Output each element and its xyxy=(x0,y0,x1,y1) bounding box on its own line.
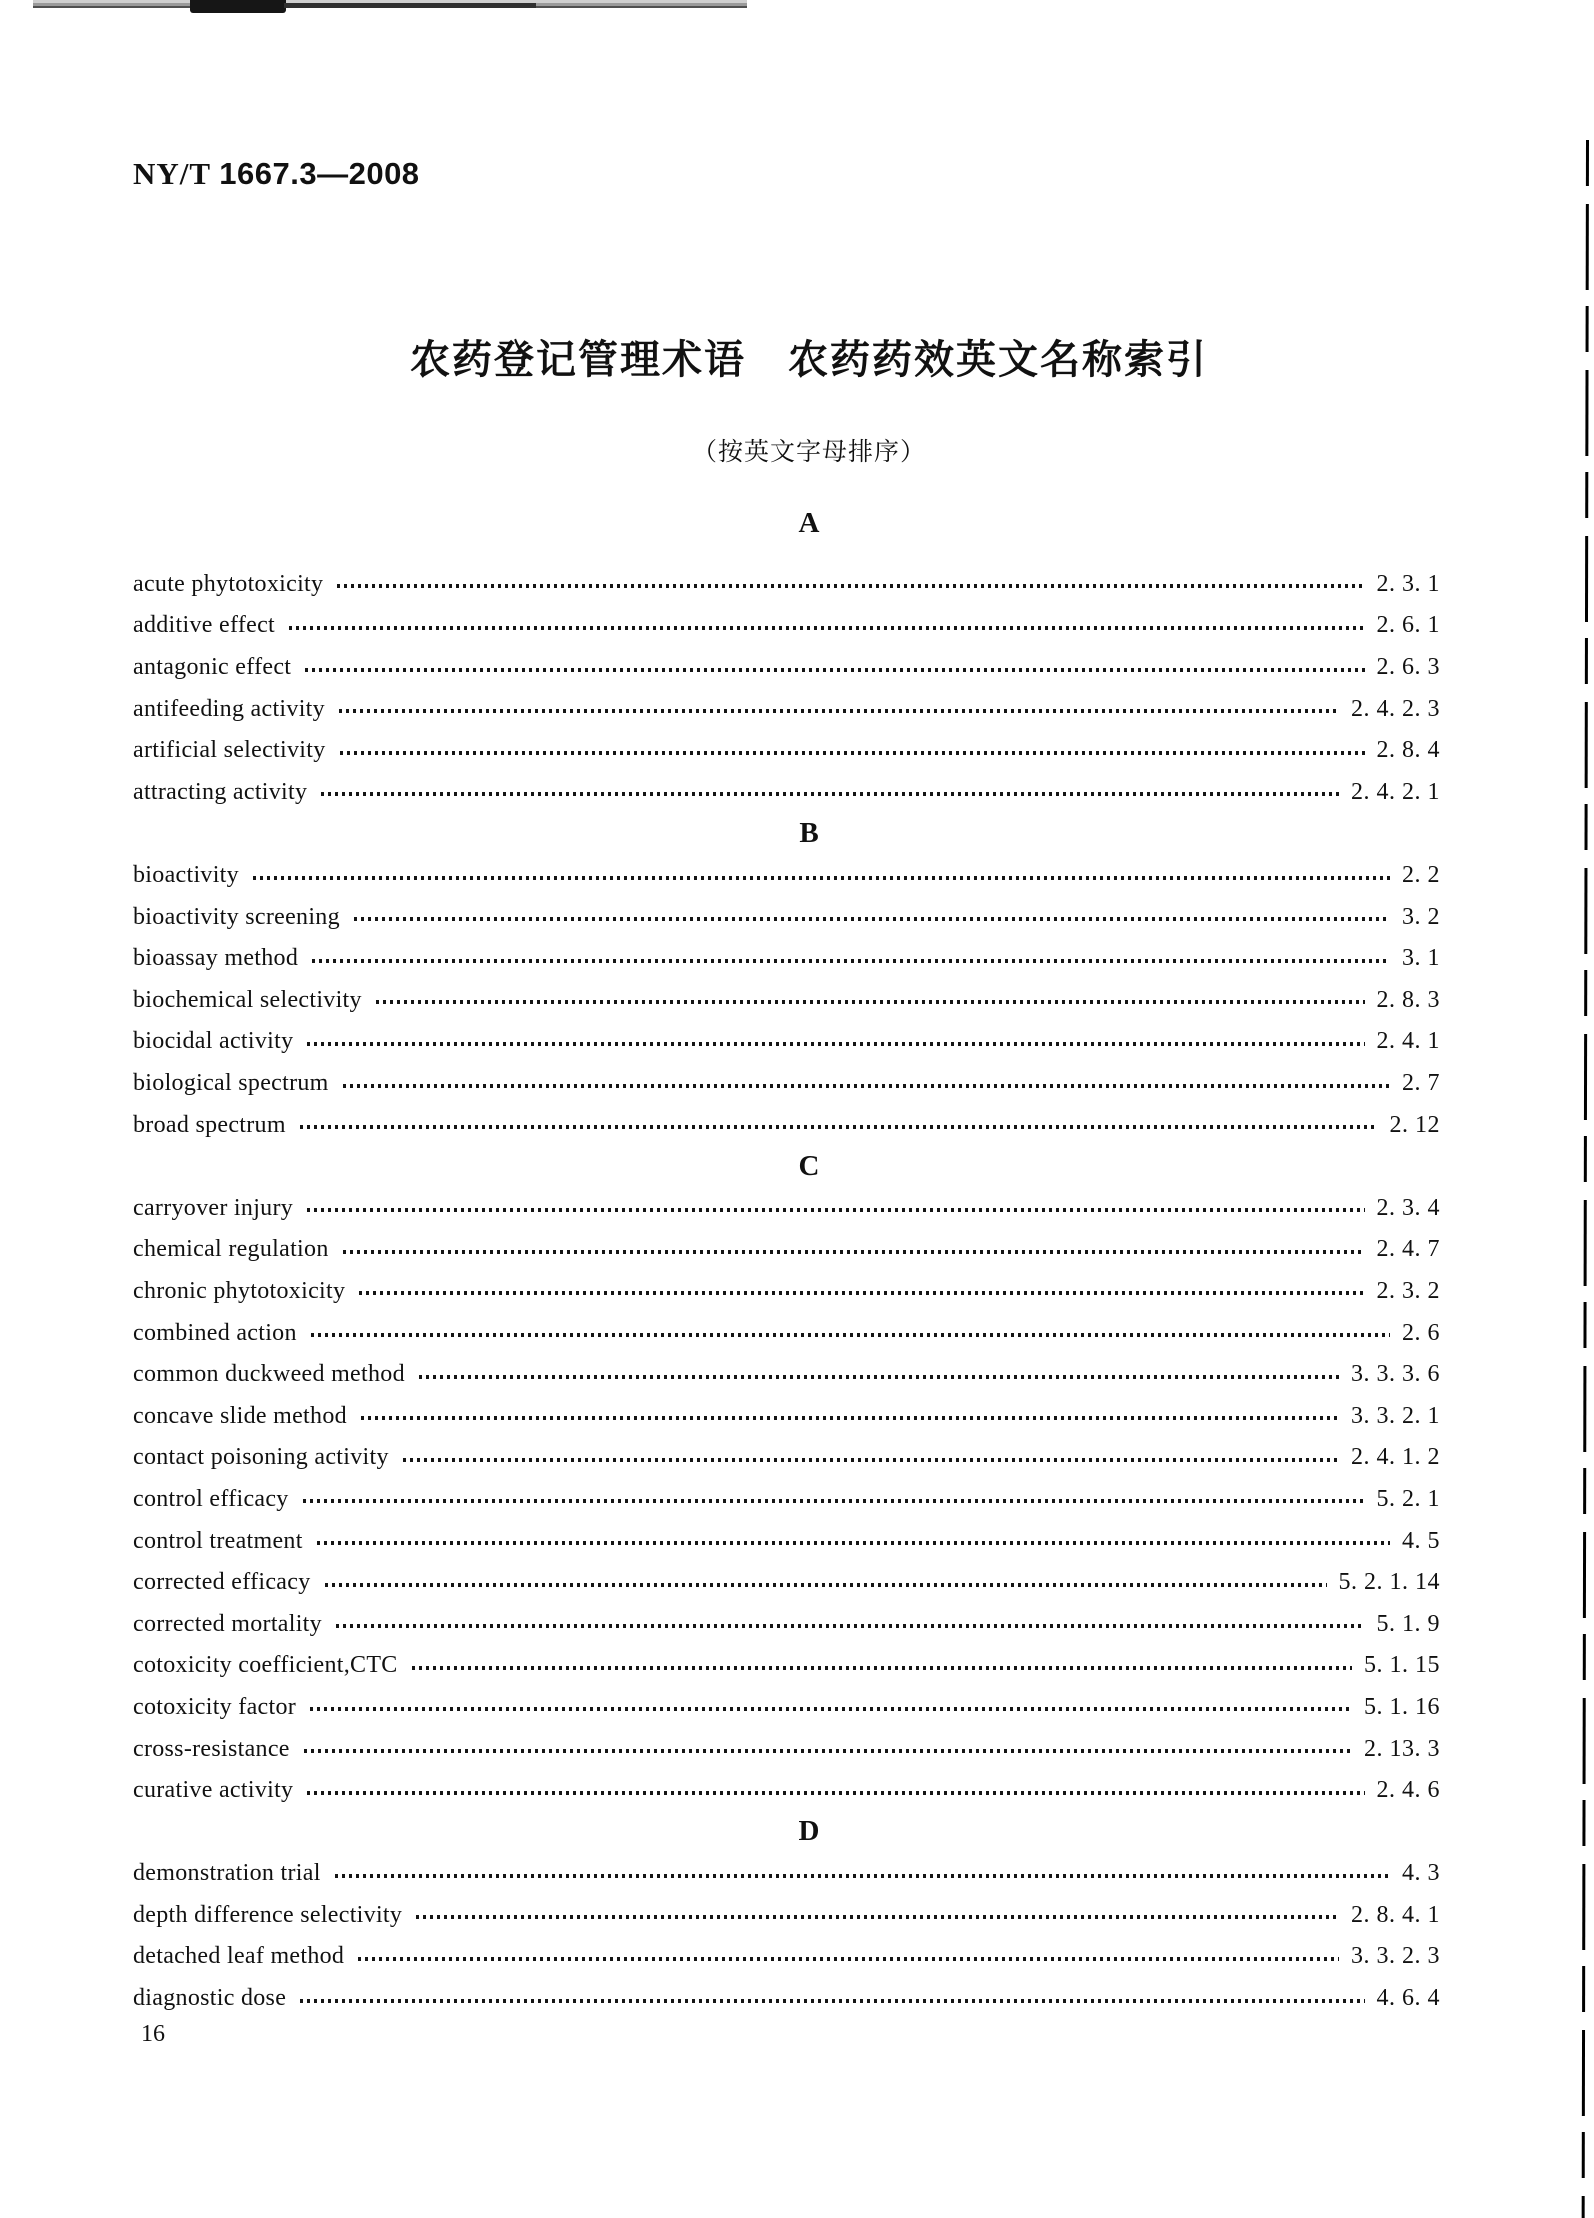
entry-term: bioactivity xyxy=(133,862,239,889)
dot-leader xyxy=(325,1583,1327,1587)
dot-leader xyxy=(343,1250,1365,1254)
entry-term: carryover injury xyxy=(133,1194,294,1221)
entry-ref: 5. 1. 9 xyxy=(1376,1610,1440,1637)
dot-leader xyxy=(361,1416,1339,1420)
dot-leader xyxy=(307,1042,1364,1046)
entry-ref: 2. 7 xyxy=(1402,1070,1440,1097)
dot-leader xyxy=(419,1375,1339,1379)
index-entry-row xyxy=(133,1479,1440,1521)
entry-ref: 4. 6. 4 xyxy=(1376,1985,1440,2012)
index-entry-row xyxy=(133,1895,1440,1937)
entry-ref: 2. 6. 1 xyxy=(1376,612,1440,639)
entry-ref: 4. 5 xyxy=(1402,1527,1440,1554)
entry-ref: 5. 1. 16 xyxy=(1364,1693,1440,1720)
entry-term: cross-resistance xyxy=(133,1735,290,1762)
page-title: 农药登记管理术语 农药药效英文名称索引 xyxy=(410,338,1208,382)
entry-term: additive effect xyxy=(133,612,275,639)
index-entry-row xyxy=(133,688,1440,730)
dot-leader xyxy=(307,1208,1364,1212)
page-subtitle: （按英文字母排序） xyxy=(691,438,926,466)
standard-code-prefix: NY/T xyxy=(133,156,211,191)
entry-term: contact poisoning activity xyxy=(133,1444,389,1471)
index-entry-row xyxy=(133,1271,1440,1313)
entry-term: antagonic effect xyxy=(133,654,292,681)
entry-term: biocidal activity xyxy=(133,1028,294,1055)
dot-leader xyxy=(312,959,1390,963)
dot-leader xyxy=(337,584,1364,588)
dot-leader xyxy=(354,917,1390,921)
entry-ref: 3. 1 xyxy=(1402,945,1440,972)
entry-ref: 2. 8. 4 xyxy=(1376,737,1440,764)
entry-term: depth difference selectivity xyxy=(133,1901,403,1928)
index-entry-row xyxy=(133,980,1440,1022)
entry-ref: 3. 3. 3. 6 xyxy=(1351,1361,1440,1388)
dot-leader xyxy=(339,709,1339,713)
entry-term: demonstration trial xyxy=(133,1860,321,1887)
dot-leader xyxy=(376,1000,1365,1004)
index-entry-row xyxy=(133,1978,1440,2020)
entry-ref: 5. 2. 1. 14 xyxy=(1338,1569,1440,1596)
entry-term: detached leaf method xyxy=(133,1943,345,1970)
entry-term: curative activity xyxy=(133,1777,294,1804)
page-number: 16 xyxy=(141,2021,165,2047)
entry-ref: 4. 3 xyxy=(1402,1860,1440,1887)
index-entry-row xyxy=(133,855,1440,897)
entry-ref: 2. 8. 4. 1 xyxy=(1351,1901,1440,1928)
index-entry-row xyxy=(133,1562,1440,1604)
entry-term: control treatment xyxy=(133,1527,303,1554)
dot-leader xyxy=(300,1125,1378,1129)
section-letter: A xyxy=(798,507,820,539)
entry-ref: 2. 4. 1 xyxy=(1376,1028,1440,1055)
section-letter: B xyxy=(799,817,819,850)
entry-term: corrected mortality xyxy=(133,1610,322,1637)
index-entry-row xyxy=(133,1520,1440,1562)
dot-leader xyxy=(317,1541,1390,1545)
index-entry-row xyxy=(133,896,1440,938)
index-entry-row xyxy=(133,1104,1440,1146)
entry-term: diagnostic dose xyxy=(133,1985,287,2012)
entry-ref: 2. 6 xyxy=(1402,1319,1440,1346)
entry-ref: 2. 4. 7 xyxy=(1376,1236,1440,1263)
index-entry-row xyxy=(133,1021,1440,1063)
dot-leader xyxy=(310,1707,1352,1711)
dot-leader xyxy=(412,1666,1352,1670)
index-entry-row xyxy=(133,772,1440,814)
scan-artifact-ink-blob xyxy=(190,0,286,13)
dot-leader xyxy=(340,751,1365,755)
index-entry-row xyxy=(133,938,1440,980)
index-entry-row xyxy=(133,605,1440,647)
index-entry-row xyxy=(133,730,1440,772)
entry-term: common duckweed method xyxy=(133,1361,405,1388)
entry-term: broad spectrum xyxy=(133,1111,286,1138)
entry-term: attracting activity xyxy=(133,778,308,805)
entry-ref: 3. 3. 2. 3 xyxy=(1351,1943,1440,1970)
index-entry-row xyxy=(133,1188,1440,1230)
entry-ref: 2. 3. 1 xyxy=(1376,570,1440,597)
entry-term: chemical regulation xyxy=(133,1236,329,1263)
entry-term: cotoxicity factor xyxy=(133,1693,297,1720)
entry-term: bioactivity screening xyxy=(133,903,340,930)
entry-term: control efficacy xyxy=(133,1485,289,1512)
index-entry-row xyxy=(133,1603,1440,1645)
index-entry-row xyxy=(133,1853,1440,1895)
index-entry-row xyxy=(133,1437,1440,1479)
entry-ref: 2. 4. 1. 2 xyxy=(1351,1444,1440,1471)
dot-leader xyxy=(403,1458,1339,1462)
entry-ref: 2. 4. 2. 3 xyxy=(1351,695,1440,722)
entry-term: corrected efficacy xyxy=(133,1569,311,1596)
dot-leader xyxy=(303,1499,1365,1503)
entry-term: biochemical selectivity xyxy=(133,986,362,1013)
entry-ref: 5. 2. 1 xyxy=(1376,1485,1440,1512)
entry-term: combined action xyxy=(133,1319,297,1346)
dot-leader xyxy=(304,1749,1352,1753)
dot-leader xyxy=(253,876,1390,880)
entry-term: biological spectrum xyxy=(133,1070,329,1097)
index-entry-row xyxy=(133,647,1440,689)
standard-code-number: 1667.3—2008 xyxy=(219,156,420,191)
index-entry-row xyxy=(133,1354,1440,1396)
index-entry-row xyxy=(133,1645,1440,1687)
dot-leader xyxy=(311,1333,1390,1337)
entry-term: artificial selectivity xyxy=(133,737,326,764)
entry-ref: 2. 6. 3 xyxy=(1376,654,1440,681)
dot-leader xyxy=(335,1874,1390,1878)
entry-ref: 2. 8. 3 xyxy=(1376,986,1440,1013)
dot-leader xyxy=(305,668,1364,672)
dot-leader xyxy=(359,1291,1364,1295)
entry-ref: 2. 4. 2. 1 xyxy=(1351,778,1440,805)
index-entry-row xyxy=(133,1229,1440,1271)
entry-ref: 2. 13. 3 xyxy=(1364,1735,1440,1762)
index-entry-row xyxy=(133,1936,1440,1978)
entry-ref: 5. 1. 15 xyxy=(1364,1652,1440,1679)
entry-ref: 2. 4. 6 xyxy=(1376,1777,1440,1804)
dot-leader xyxy=(416,1915,1339,1919)
entry-ref: 2. 3. 4 xyxy=(1376,1194,1440,1221)
dot-leader xyxy=(336,1624,1365,1628)
entry-term: cotoxicity coefficient,CTC xyxy=(133,1652,398,1679)
dot-leader xyxy=(343,1084,1390,1088)
entry-term: chronic phytotoxicity xyxy=(133,1277,346,1304)
index-entry-row xyxy=(133,1728,1440,1770)
section-letter: C xyxy=(798,1149,820,1182)
entry-term: concave slide method xyxy=(133,1402,347,1429)
entry-term: antifeeding activity xyxy=(133,695,325,722)
index-entry-row xyxy=(133,564,1440,606)
dot-leader xyxy=(289,626,1365,630)
index-list xyxy=(133,503,1440,2019)
index-entry-row xyxy=(133,1770,1440,1812)
entry-term: acute phytotoxicity xyxy=(133,570,324,597)
dot-leader xyxy=(358,1957,1339,1961)
entry-ref: 3. 3. 2. 1 xyxy=(1351,1402,1440,1429)
entry-ref: 2. 2 xyxy=(1402,862,1440,889)
entry-ref: 3. 2 xyxy=(1402,903,1440,930)
scan-artifact-dark-line xyxy=(284,3,536,8)
scan-artifact-page-edge-line xyxy=(1582,140,1589,2218)
standard-code xyxy=(133,156,420,192)
entry-ref: 2. 12 xyxy=(1389,1111,1440,1138)
section-letter: D xyxy=(798,1815,820,1848)
dot-leader xyxy=(307,1791,1364,1795)
index-entry-row xyxy=(133,1395,1440,1437)
index-entry-row xyxy=(133,1312,1440,1354)
index-entry-row xyxy=(133,1687,1440,1729)
dot-leader xyxy=(321,792,1339,796)
entry-term: bioassay method xyxy=(133,945,299,972)
dot-leader xyxy=(300,1999,1364,2003)
index-entry-row xyxy=(133,1063,1440,1105)
entry-ref: 2. 3. 2 xyxy=(1376,1277,1440,1304)
